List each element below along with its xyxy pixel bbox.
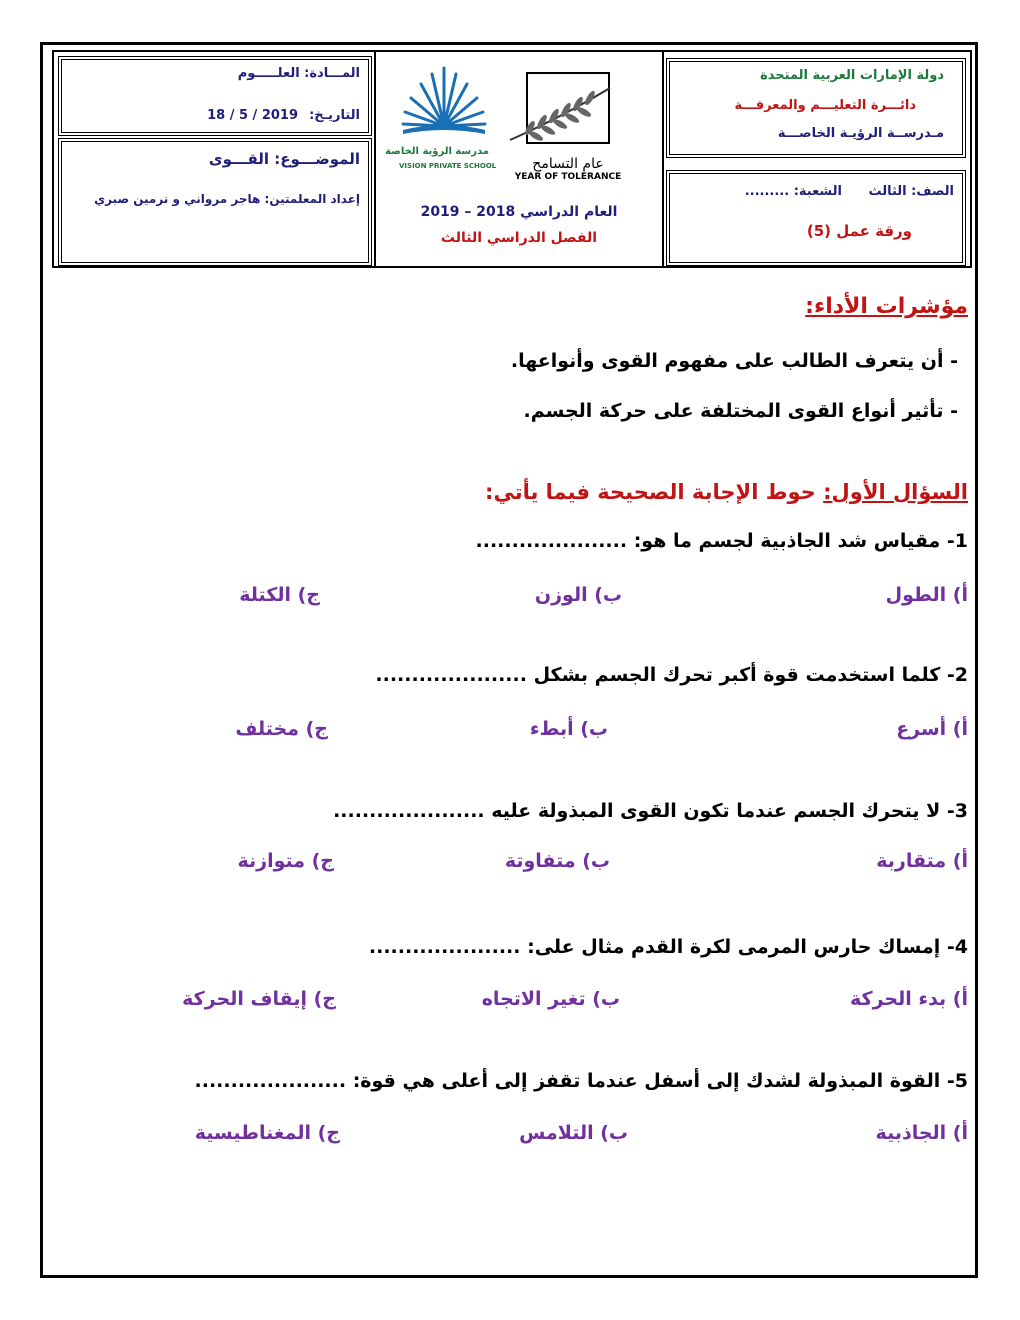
topic-box <box>58 138 372 266</box>
date-value: 18 / 5 / 2019 <box>207 108 298 123</box>
option-b[interactable]: ب) أبطء <box>529 718 608 740</box>
option-c[interactable]: ج) إيقاف الحركة <box>182 988 336 1010</box>
question1-title <box>485 480 968 504</box>
logo-school-ar: مدرسة الرؤية الخاصة <box>385 146 489 157</box>
grade-line: الصف: الثالث <box>868 184 954 199</box>
country-name: دولة الإمارات العربية المتحدة <box>760 68 944 83</box>
academic-year: العام الدراسي 2018 – 2019 <box>420 204 618 220</box>
question-stem: 2- كلما استخدمت قوة أكبر تحرك الجسم بشكل ..................... <box>375 664 968 686</box>
subject: المـــادة: العلـــــوم <box>237 66 360 81</box>
topic: الموضـــوع: القـــوى <box>208 150 360 168</box>
option-b[interactable]: ب) متفاوتة <box>504 850 610 872</box>
indicator-item: - تأثير أنواع القوى المختلفة على حركة الجسم. <box>523 400 958 422</box>
semester: الفصل الدراسي الثالث <box>440 230 598 246</box>
tolerance-logo <box>500 72 636 184</box>
option-c[interactable]: ج) المغناطيسية <box>194 1122 340 1144</box>
logo-school-en: VISION PRIVATE SCHOOL <box>399 162 497 170</box>
section-line: الشعبة: ......... <box>744 184 842 199</box>
option-c[interactable]: ج) مختلف <box>235 718 328 740</box>
option-a[interactable]: أ) بدء الحركة <box>850 988 968 1010</box>
indicators-title: مؤشرات الأداء: <box>805 294 968 319</box>
logo-tolerance-ar: عام التسامح <box>532 156 604 172</box>
question1-label: السؤال الأول: <box>823 480 968 504</box>
option-b[interactable]: ب) الوزن <box>534 584 622 606</box>
header-table <box>52 50 972 268</box>
worksheet-title: ورقة عمل (5) <box>806 222 912 240</box>
option-a[interactable]: أ) الطول <box>885 584 968 606</box>
option-c[interactable]: ج) الكتلة <box>239 584 320 606</box>
question-stem: 5- القوة المبذولة لشدك إلى أسفل عندما تقفز إلى أعلى هي قوة: ..................... <box>194 1070 968 1092</box>
department-name: دائـــرة التعليـــم والمعرفـــة <box>734 98 916 113</box>
ministry-box <box>666 58 966 158</box>
option-b[interactable]: ب) التلامس <box>519 1122 628 1144</box>
subject-box <box>58 56 372 136</box>
date-label: التاريـخ: <box>309 108 360 123</box>
option-c[interactable]: ج) متوازنة <box>237 850 334 872</box>
option-a[interactable]: أ) الجاذبية <box>875 1122 968 1144</box>
question-stem: 1- مقياس شد الجاذبية لجسم ما هو: ..................... <box>475 530 968 552</box>
school-name: مـدرســة الرؤيـة الخاصـــة <box>777 126 944 141</box>
option-a[interactable]: أ) متقاربة <box>876 850 968 872</box>
option-b[interactable]: ب) تغير الاتجاه <box>481 988 620 1010</box>
question-stem: 3- لا يتحرك الجسم عندما تكون القوى المبذولة عليه ..................... <box>333 800 968 822</box>
question1-instruction: حوط الإجابة الصحيحة فيما يأتي: <box>485 480 816 504</box>
question-stem: 4- إمساك حارس المرمى لكرة القدم مثال على: ..................... <box>368 936 968 958</box>
logo-tolerance-en: YEAR OF TOLERANCE <box>514 172 622 182</box>
indicator-item: - أن يتعرف الطالب على مفهوم القوى وأنواعها. <box>510 350 958 372</box>
vision-school-logo <box>385 64 497 184</box>
prepared-by: إعداد المعلمتين: هاجر مرواني و نرمين صبري <box>94 192 360 206</box>
ghaf-leaf-icon <box>500 78 636 148</box>
class-box <box>666 170 966 266</box>
option-a[interactable]: أ) أسرع <box>896 718 968 740</box>
